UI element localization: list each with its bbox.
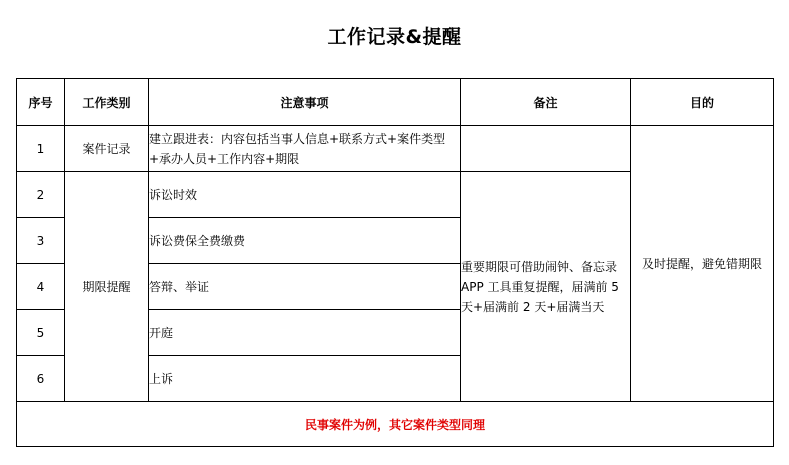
header-remarks: 备注 [461, 79, 631, 126]
row-seq: 3 [17, 218, 65, 264]
row-item: 答辩、举证 [149, 264, 461, 310]
work-record-table [16, 78, 774, 447]
page-title: 工作记录&提醒 [327, 26, 462, 48]
header-purpose: 目的 [631, 79, 774, 126]
header-seq: 序号 [17, 79, 65, 126]
row-seq: 1 [17, 126, 65, 172]
footer-row [17, 402, 774, 447]
row-item: 建立跟进表：内容包括当事人信息+联系方式+案件类型+承办人员+工作内容+期限 [149, 126, 461, 172]
row-seq: 2 [17, 172, 65, 218]
row-item: 诉讼费保全费缴费 [149, 218, 461, 264]
row-item: 开庭 [149, 310, 461, 356]
table-row [17, 126, 774, 172]
row-item: 诉讼时效 [149, 172, 461, 218]
row-category: 案件记录 [65, 126, 149, 172]
row-seq: 4 [17, 264, 65, 310]
header-items: 注意事项 [149, 79, 461, 126]
deadline-category-cell: 期限提醒 [65, 172, 149, 402]
header-row [17, 79, 774, 126]
header-category: 工作类别 [65, 79, 149, 126]
row-remark-empty [461, 126, 631, 172]
remark-cell: 重要期限可借助闹钟、备忘录 APP 工具重复提醒，届满前 5 天+届满前 2 天+届满当天 [461, 172, 631, 402]
row-seq: 5 [17, 310, 65, 356]
purpose-cell: 及时提醒，避免错期限 [631, 126, 774, 402]
row-item: 上诉 [149, 356, 461, 402]
row-seq: 6 [17, 356, 65, 402]
footer-note: 民事案件为例，其它案件类型同理 [17, 402, 774, 447]
